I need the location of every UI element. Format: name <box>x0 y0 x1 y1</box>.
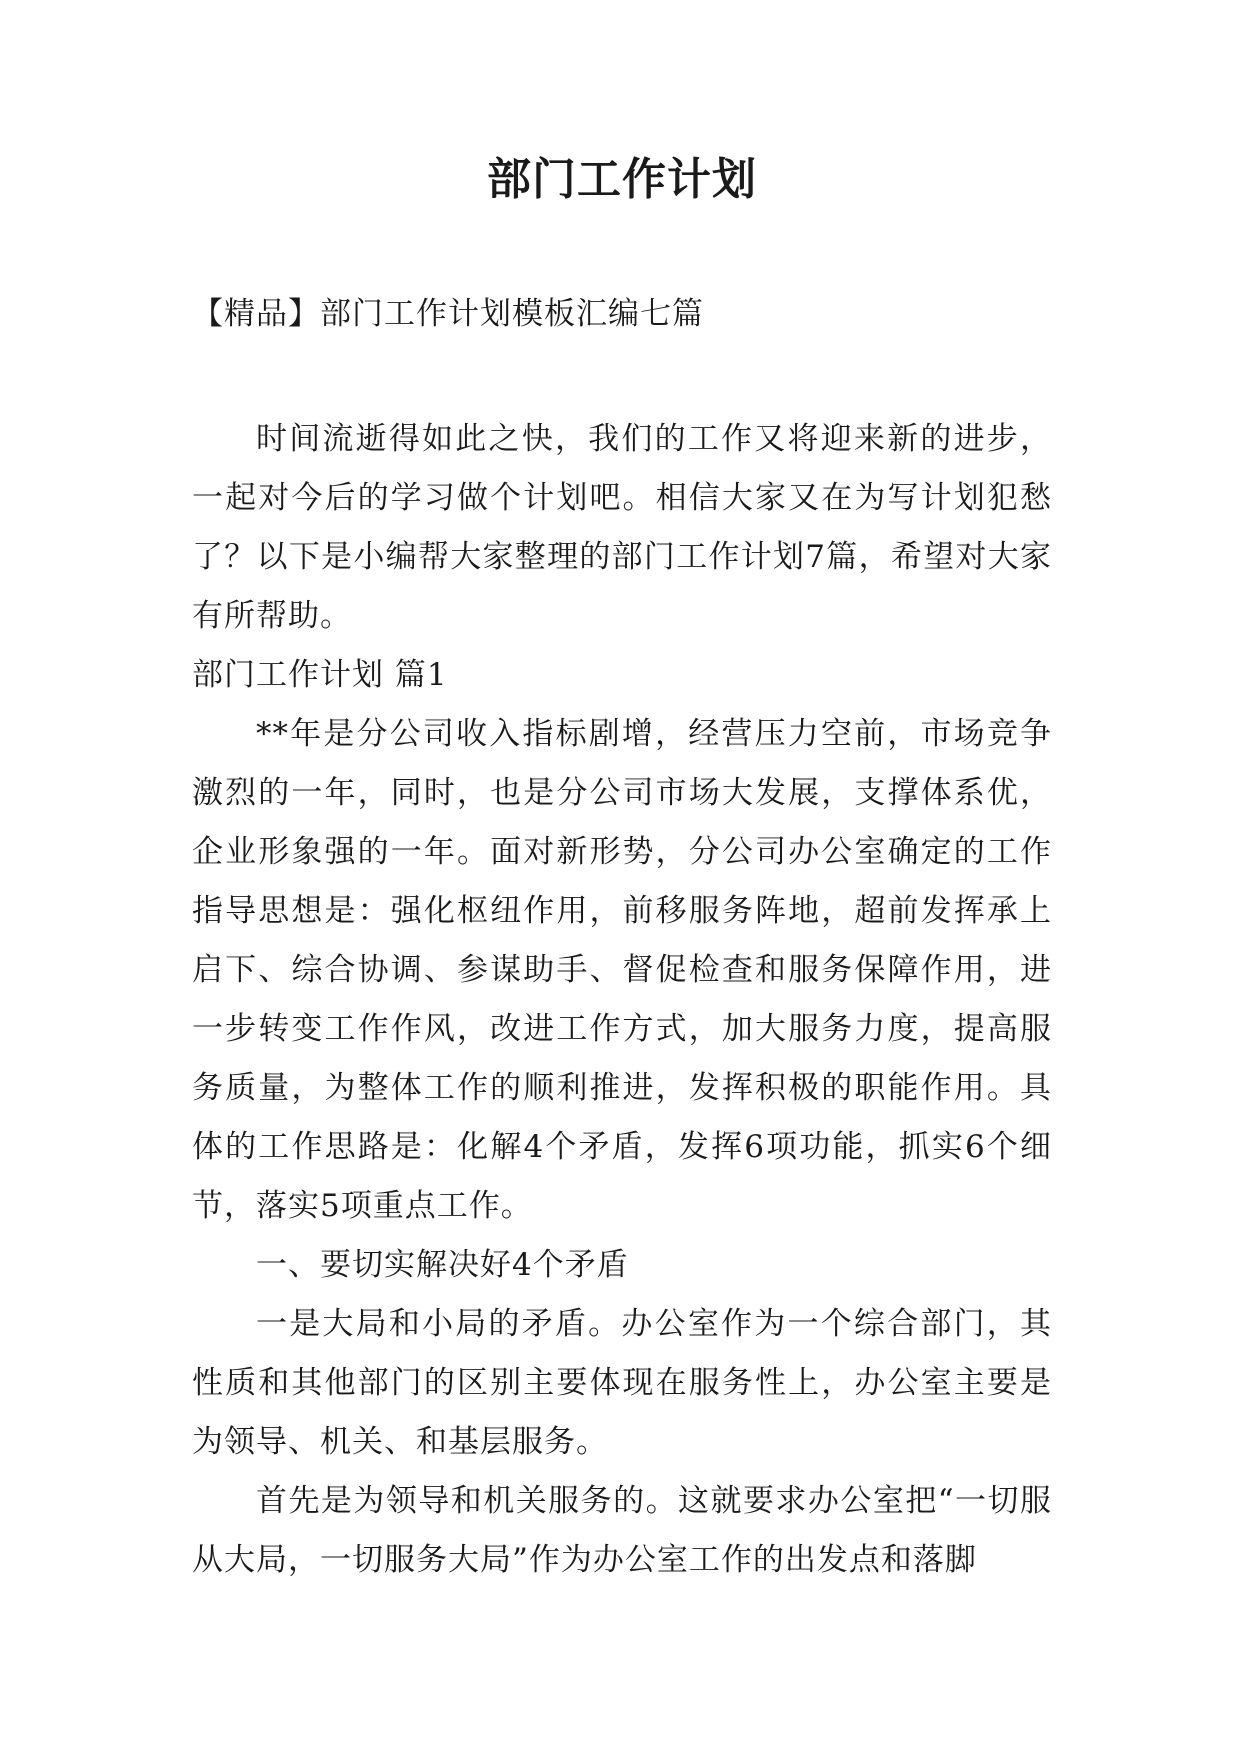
document-title: 部门工作计划 <box>487 154 757 205</box>
document-subtitle: 【精品】部门工作计划模板汇编七篇 <box>192 296 704 332</box>
document-page <box>192 0 1052 1754</box>
document-body <box>192 410 1052 1590</box>
intro-paragraph: 时间流逝得如此之快，我们的工作又将迎来新的进步，一起对今后的学习做个计划吧。相信大家又在为写计划犯愁了？以下是小编帮大家整理的部门工作计划7篇，希望对大家有所帮助。 <box>192 421 1052 634</box>
body-paragraph: 一是大局和小局的矛盾。办公室作为一个综合部门，其性质和其他部门的区别主要体现在服务性上，办公室主要是为领导、机关、和基层服务。 <box>192 1306 1052 1460</box>
body-paragraph: 首先是为领导和机关服务的。这就要求办公室把“一切服从大局，一切服务大局”作为办公室工作的出发点和落脚 <box>192 1483 1052 1578</box>
subsection-heading: 一、要切实解决好4个矛盾 <box>256 1247 629 1283</box>
body-paragraph: **年是分公司收入指标剧增，经营压力空前，市场竞争激烈的一年，同时，也是分公司市场大发展，支撑体系优，企业形象强的一年。面对新形势，分公司办公室确定的工作指导思想是：强化枢纽作用，前移服务阵地，超前发挥承上启下、综合协调、参谋助手、督促检查和服务保障作用，进一步转变工作作风，改进工作方式，加大服务力度，提高服务质量，为整体工作的顺利推进，发挥积极的职能作用。具体的工作思路是：化解4个矛盾，发挥6项功能，抓实6个细节，落实5项重点工作。 <box>192 716 1052 1224</box>
section-heading: 部门工作计划 篇1 <box>192 657 448 693</box>
